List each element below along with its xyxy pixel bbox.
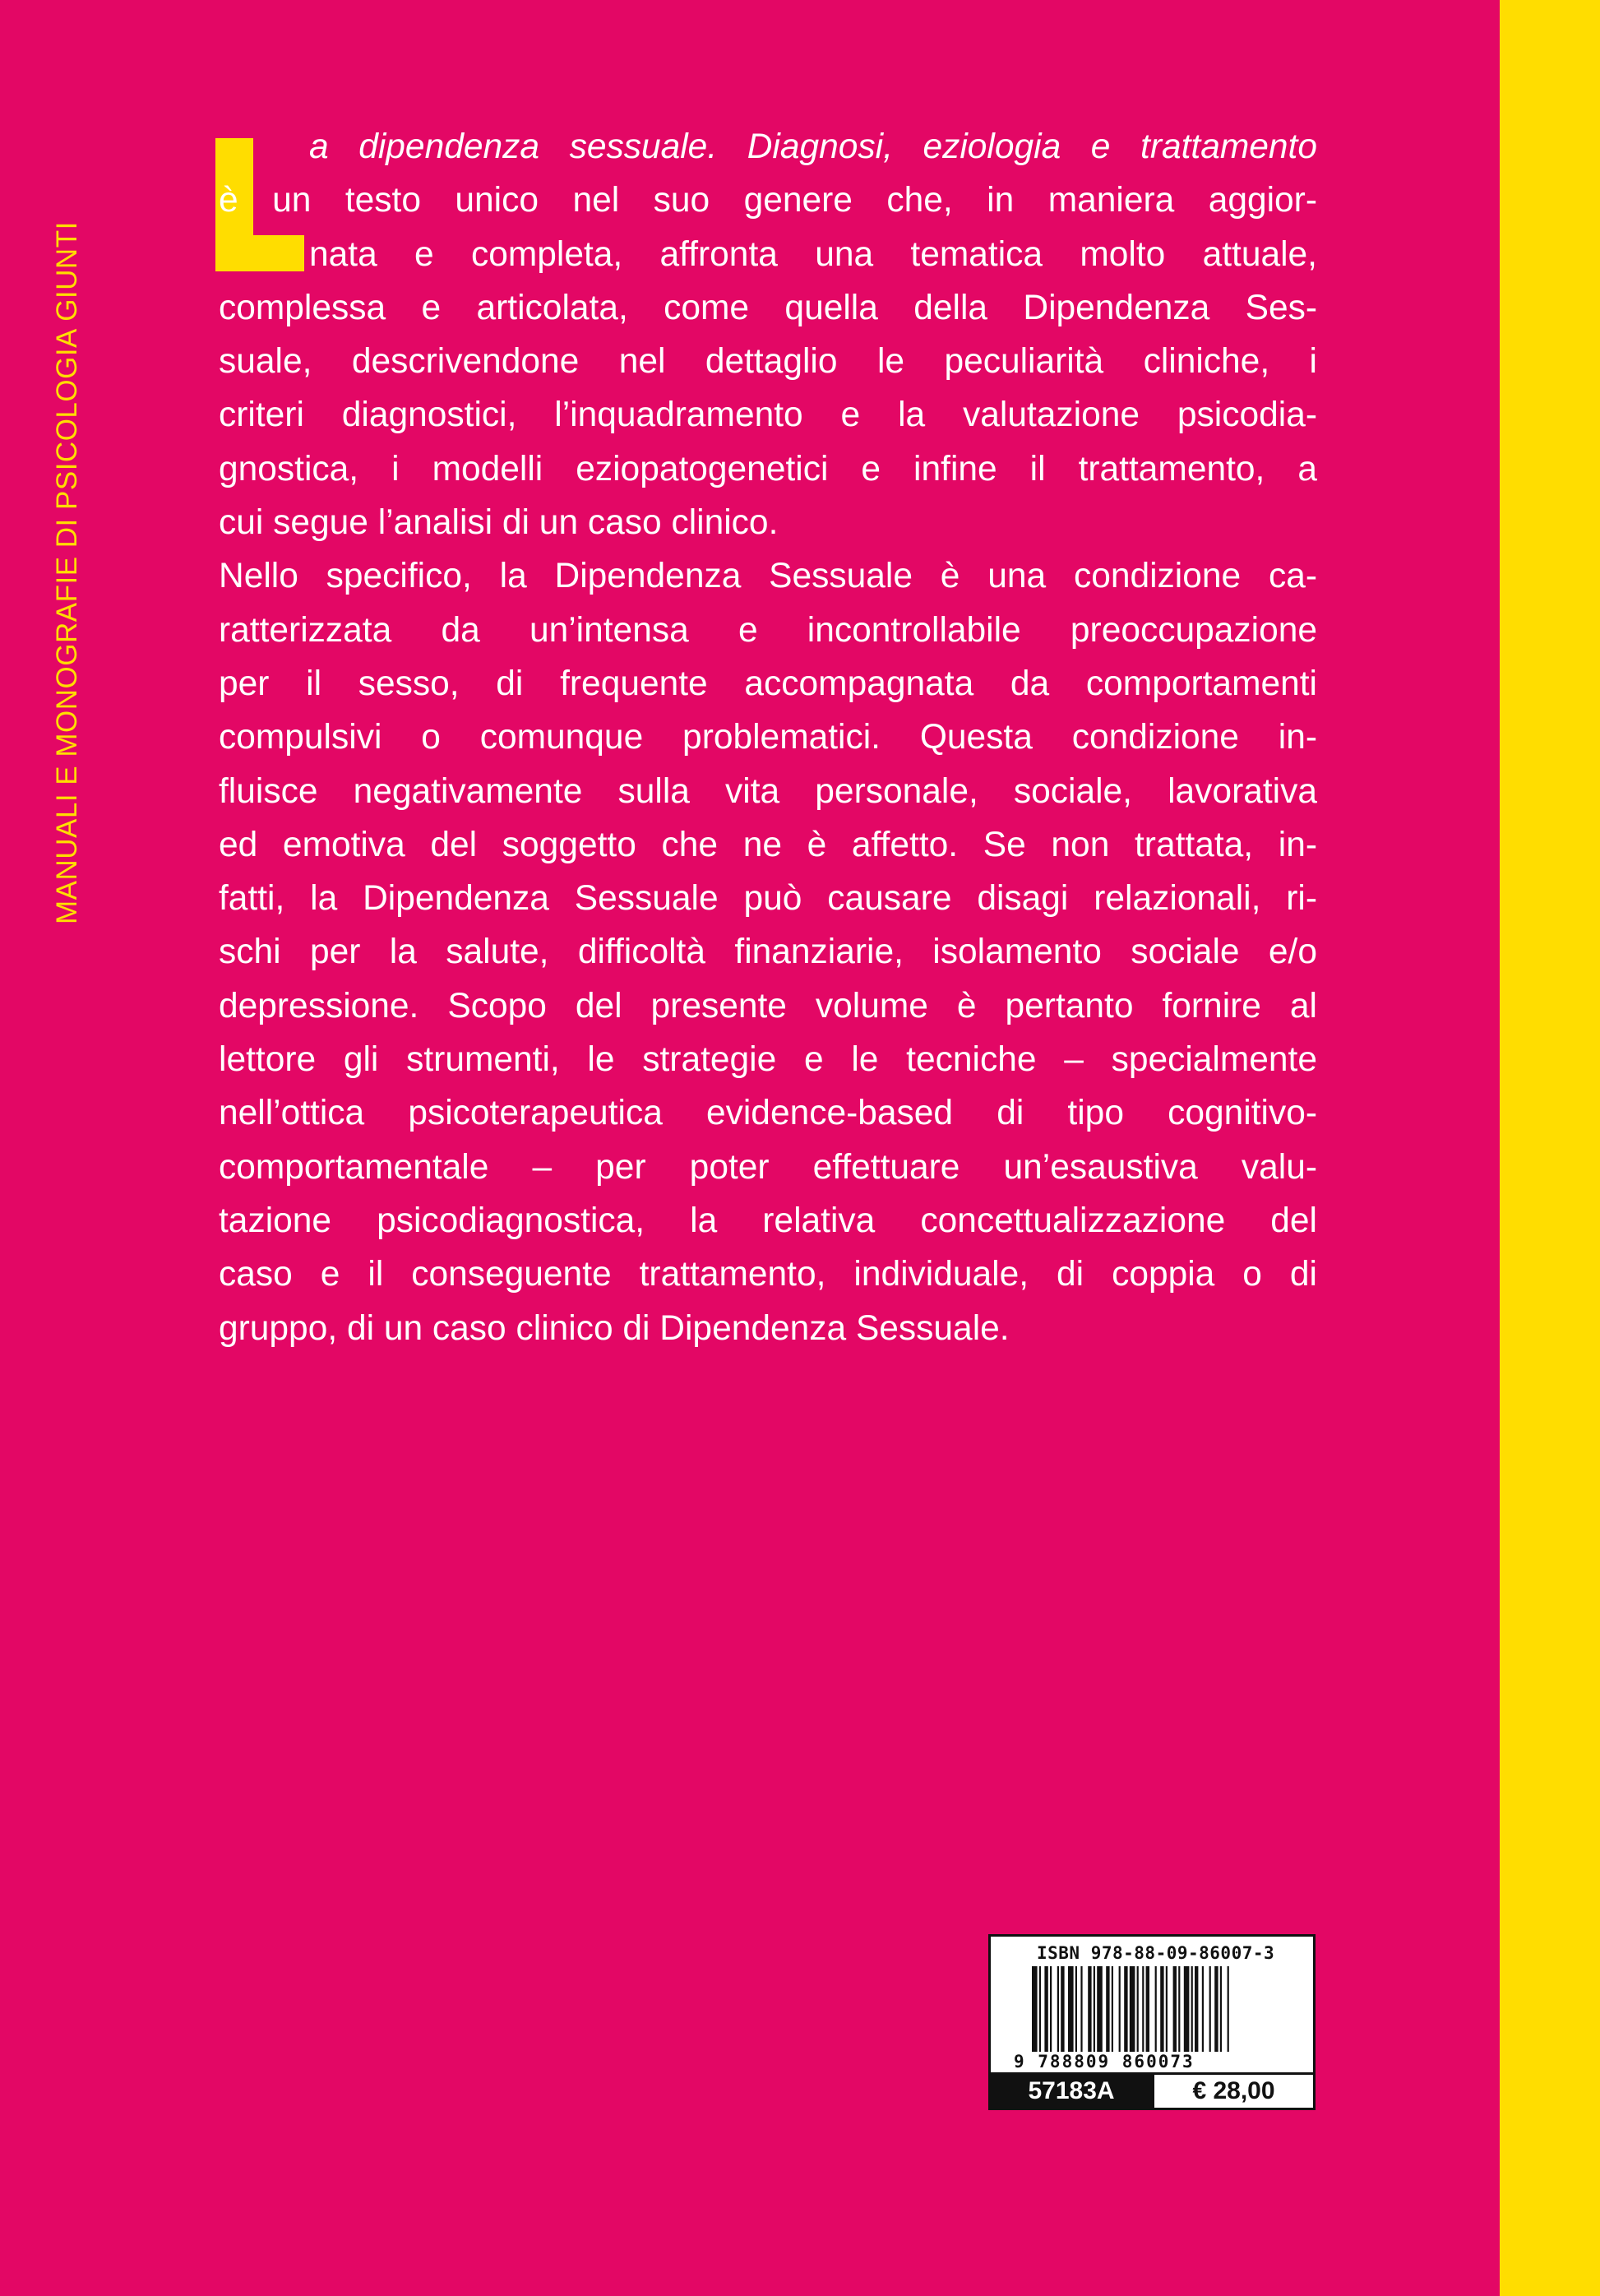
barcode-bar: [1032, 1966, 1038, 2052]
text-line: Nello specifico, la Dipendenza Sessuale è una condizione ca-: [219, 557, 1317, 596]
text-line: [219, 120, 1317, 174]
barcode-bar: [1130, 1966, 1135, 2052]
barcode-bar: [1075, 1966, 1077, 2052]
text-line: cui segue l’analisi di un caso clinico.: [219, 503, 779, 543]
blurb-text: [219, 120, 1317, 1355]
isbn-text: ISBN 978-88-09-86007-3: [1037, 1943, 1275, 1963]
barcode-bar: [1137, 1966, 1139, 2052]
yellow-spine-band: [1500, 0, 1600, 2296]
barcode-bar: [1209, 1966, 1211, 2052]
barcode-bar: [1112, 1966, 1113, 2052]
barcode-label: [988, 1934, 1316, 2110]
barcode-bar: [1173, 1966, 1177, 2052]
text-line: criteri diagnostici, l’inquadramento e la valutazione psicodia-: [219, 396, 1317, 435]
barcode-bar: [1146, 1966, 1149, 2052]
barcode-bar: [1214, 1966, 1218, 2052]
barcode-bar: [1191, 1966, 1193, 2052]
barcode-bar: [1166, 1966, 1168, 2052]
text-line: ratterizzata da un’intensa e incontrollabile preoccupazione: [219, 610, 1317, 650]
barcode-bar: [1220, 1966, 1222, 2052]
text-line: è un testo unico nel suo genere che, in maniera aggior-: [219, 181, 1317, 220]
text-line: suale, descrivendone nel dettaglio le peculiarità cliniche, i: [219, 342, 1317, 382]
text-line: tazione psicodiagnostica, la relativa concettualizzazione del: [219, 1201, 1317, 1240]
barcode-bar: [1094, 1966, 1095, 2052]
text-line: gnostica, i modelli eziopatogenetici e infine il trattamento, a: [219, 449, 1317, 488]
barcode-bar: [1228, 1966, 1229, 2052]
text-line: schi per la salute, difficoltà finanziarie, isolamento sociale e/o: [219, 933, 1317, 972]
text-line: caso e il conseguente trattamento, individuale, di coppia o di: [219, 1255, 1317, 1294]
product-code: 57183A: [991, 2075, 1152, 2108]
barcode-bar: [1160, 1966, 1163, 2052]
barcode-bar: [1057, 1966, 1059, 2052]
paragraph-1: [219, 120, 1317, 549]
text-line: comportamentale – per poter effettuare un’esaustiva valu-: [219, 1147, 1317, 1187]
text-line: compulsivi o comunque problematici. Questa condizione in-: [219, 718, 1317, 757]
text-line: ed emotiva del soggetto che ne è affetto. Se non trattata, in-: [219, 825, 1317, 864]
barcode-bar: [1184, 1966, 1190, 2052]
barcode-bar: [1142, 1966, 1144, 2052]
text-line: fatti, la Dipendenza Sessuale può causare disagi relazionali, ri-: [219, 879, 1317, 919]
barcode-bar: [1044, 1966, 1047, 2052]
barcode-digits: 9 788809 860073: [1014, 2052, 1195, 2071]
text-line: fluisce negativamente sulla vita personale, sociale, lavorativa: [219, 771, 1317, 811]
barcode-bar: [1195, 1966, 1198, 2052]
barcode-bars: [1032, 1966, 1279, 2052]
barcode-bar: [1119, 1966, 1121, 2052]
text-line: nell’ottica psicoterapeutica evidence-based di tipo cognitivo-: [219, 1094, 1317, 1133]
barcode-bar: [1202, 1966, 1204, 2052]
text-line: nata e completa, affronta una tematica molto attuale,: [309, 234, 1317, 274]
text-line: gruppo, di un caso clinico di Dipendenza Sessuale.: [219, 1308, 1010, 1348]
price: € 28,00: [1152, 2075, 1313, 2108]
series-title: MANUALI E MONOGRAFIE DI PSICOLOGIA GIUNTI: [51, 221, 83, 924]
barcode-bar: [1068, 1966, 1074, 2052]
barcode-bar: [1088, 1966, 1091, 2052]
text-line: per il sesso, di frequente accompagnata da comportamenti: [219, 664, 1317, 703]
barcode-bar: [1124, 1966, 1127, 2052]
barcode-bar: [1050, 1966, 1052, 2052]
text-line: lettore gli strumenti, le strategie e le tecniche – specialmente: [219, 1040, 1317, 1080]
text-line: complessa e articolata, come quella della Dipendenza Ses-: [219, 288, 1317, 327]
barcode-bar: [1080, 1966, 1082, 2052]
text-line: depressione. Scopo del presente volume è pertanto fornire al: [219, 986, 1317, 1025]
barcode-bar: [1178, 1966, 1180, 2052]
italic-title: a dipendenza sessuale. Diagnosi, eziologia e trattamento: [309, 127, 1317, 166]
barcode-bar: [1106, 1966, 1109, 2052]
barcode-bar: [1061, 1966, 1064, 2052]
barcode-bar: [1097, 1966, 1103, 2052]
barcode-bar: [1155, 1966, 1157, 2052]
paragraph-2: [219, 549, 1317, 1354]
barcode-bar: [1039, 1966, 1041, 2052]
